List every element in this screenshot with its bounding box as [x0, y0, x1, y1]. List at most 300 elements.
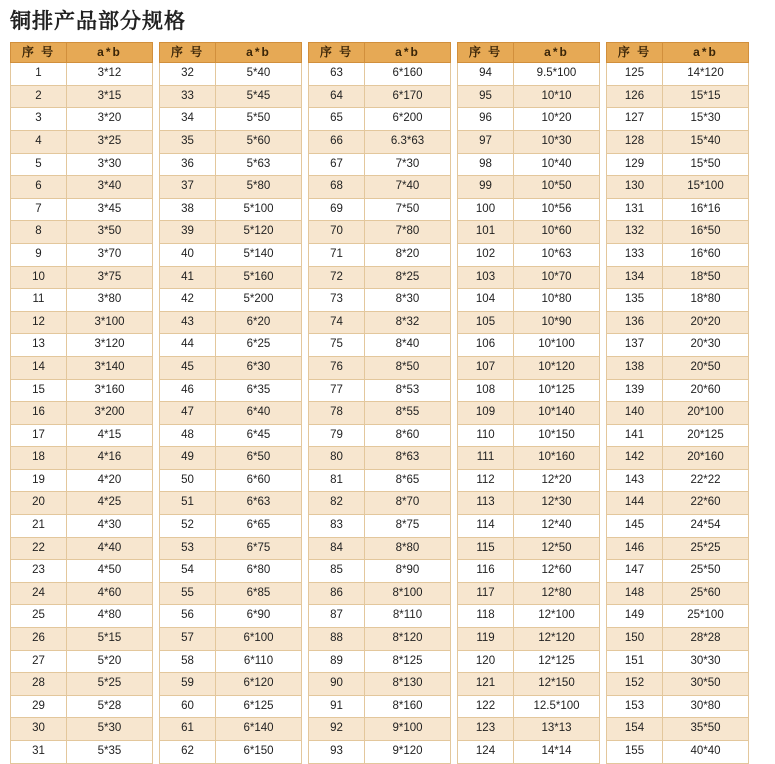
cell-ab: 6*75	[216, 537, 302, 560]
cell-no: 153	[607, 695, 663, 718]
table-row	[11, 650, 153, 673]
cell-ab: 4*50	[67, 560, 153, 583]
cell-ab: 5*20	[67, 650, 153, 673]
cell-no: 72	[309, 266, 365, 289]
cell-ab: 20*20	[663, 311, 749, 334]
cell-no: 90	[309, 673, 365, 696]
table-row	[458, 85, 600, 108]
cell-ab: 10*30	[514, 130, 600, 153]
cell-ab: 6*25	[216, 334, 302, 357]
cell-ab: 25*60	[663, 582, 749, 605]
table-row	[160, 560, 302, 583]
cell-ab: 30*80	[663, 695, 749, 718]
cell-no: 37	[160, 176, 216, 199]
table-row	[458, 424, 600, 447]
table-row	[607, 447, 749, 470]
table-row	[458, 221, 600, 244]
cell-no: 122	[458, 695, 514, 718]
cell-no: 105	[458, 311, 514, 334]
cell-no: 139	[607, 379, 663, 402]
table-row	[309, 108, 451, 131]
table-row	[11, 402, 153, 425]
cell-no: 136	[607, 311, 663, 334]
cell-no: 27	[11, 650, 67, 673]
table-row	[607, 718, 749, 741]
column-header-ab: a*b	[216, 43, 302, 63]
cell-no: 135	[607, 289, 663, 312]
cell-ab: 5*35	[67, 741, 153, 764]
cell-ab: 40*40	[663, 741, 749, 764]
cell-no: 34	[160, 108, 216, 131]
cell-ab: 22*22	[663, 469, 749, 492]
table-row	[160, 605, 302, 628]
cell-no: 94	[458, 63, 514, 86]
cell-no: 118	[458, 605, 514, 628]
table-row	[309, 582, 451, 605]
cell-no: 140	[607, 402, 663, 425]
table-row	[607, 289, 749, 312]
cell-ab: 16*50	[663, 221, 749, 244]
table-body-block-3	[309, 63, 451, 763]
table-row	[11, 469, 153, 492]
cell-ab: 6*90	[216, 605, 302, 628]
cell-no: 97	[458, 130, 514, 153]
table-row	[607, 741, 749, 764]
cell-no: 71	[309, 243, 365, 266]
cell-no: 25	[11, 605, 67, 628]
cell-ab: 3*80	[67, 289, 153, 312]
table-row	[160, 221, 302, 244]
table-row	[458, 356, 600, 379]
column-header-ab: a*b	[67, 43, 153, 63]
cell-no: 14	[11, 356, 67, 379]
table-row	[458, 63, 600, 86]
table-row	[11, 289, 153, 312]
cell-ab: 15*30	[663, 108, 749, 131]
table-row	[11, 176, 153, 199]
table-row	[458, 560, 600, 583]
cell-ab: 6*100	[216, 628, 302, 651]
table-row	[458, 628, 600, 651]
cell-no: 67	[309, 153, 365, 176]
cell-no: 46	[160, 379, 216, 402]
table-row	[11, 334, 153, 357]
cell-no: 7	[11, 198, 67, 221]
table-row	[11, 266, 153, 289]
cell-no: 134	[607, 266, 663, 289]
table-row	[458, 153, 600, 176]
cell-ab: 8*32	[365, 311, 451, 334]
column-header-no: 序 号	[11, 43, 67, 63]
cell-no: 108	[458, 379, 514, 402]
page-title: 铜排产品部分规格	[10, 10, 186, 33]
cell-no: 121	[458, 673, 514, 696]
cell-ab: 8*53	[365, 379, 451, 402]
cell-ab: 8*70	[365, 492, 451, 515]
cell-ab: 5*15	[67, 628, 153, 651]
cell-no: 127	[607, 108, 663, 131]
table-row	[309, 515, 451, 538]
cell-no: 38	[160, 198, 216, 221]
table-row	[607, 695, 749, 718]
table-row	[458, 176, 600, 199]
cell-ab: 6*170	[365, 85, 451, 108]
table-row	[160, 63, 302, 86]
cell-ab: 35*50	[663, 718, 749, 741]
cell-no: 36	[160, 153, 216, 176]
cell-ab: 12*50	[514, 537, 600, 560]
table-row	[160, 198, 302, 221]
cell-ab: 8*25	[365, 266, 451, 289]
table-row	[458, 379, 600, 402]
cell-ab: 10*100	[514, 334, 600, 357]
cell-ab: 16*60	[663, 243, 749, 266]
cell-ab: 6*110	[216, 650, 302, 673]
cell-ab: 8*100	[365, 582, 451, 605]
table-row	[160, 266, 302, 289]
cell-no: 28	[11, 673, 67, 696]
cell-no: 129	[607, 153, 663, 176]
table-row	[160, 628, 302, 651]
table-row	[309, 130, 451, 153]
cell-no: 87	[309, 605, 365, 628]
table-row	[458, 266, 600, 289]
table-row	[458, 695, 600, 718]
spec-table-block-4	[457, 42, 600, 763]
cell-no: 24	[11, 582, 67, 605]
cell-ab: 4*15	[67, 424, 153, 447]
table-row	[160, 718, 302, 741]
table-row	[309, 266, 451, 289]
cell-no: 98	[458, 153, 514, 176]
table-row	[160, 447, 302, 470]
cell-ab: 3*50	[67, 221, 153, 244]
table-row	[309, 85, 451, 108]
table-row	[11, 447, 153, 470]
cell-ab: 8*55	[365, 402, 451, 425]
cell-no: 99	[458, 176, 514, 199]
cell-no: 13	[11, 334, 67, 357]
table-row	[160, 108, 302, 131]
cell-ab: 8*110	[365, 605, 451, 628]
cell-ab: 7*80	[365, 221, 451, 244]
cell-no: 101	[458, 221, 514, 244]
cell-ab: 6*200	[365, 108, 451, 131]
table-row	[458, 741, 600, 764]
cell-no: 133	[607, 243, 663, 266]
table-row	[309, 198, 451, 221]
cell-ab: 5*50	[216, 108, 302, 131]
cell-ab: 12*100	[514, 605, 600, 628]
cell-ab: 10*160	[514, 447, 600, 470]
cell-no: 42	[160, 289, 216, 312]
cell-ab: 3*12	[67, 63, 153, 86]
table-row	[458, 650, 600, 673]
cell-no: 33	[160, 85, 216, 108]
spec-table-block-2	[159, 42, 302, 763]
cell-ab: 3*15	[67, 85, 153, 108]
table-row	[309, 424, 451, 447]
cell-ab: 5*45	[216, 85, 302, 108]
cell-no: 107	[458, 356, 514, 379]
column-header-ab: a*b	[514, 43, 600, 63]
cell-ab: 14*14	[514, 741, 600, 764]
cell-no: 35	[160, 130, 216, 153]
cell-ab: 20*50	[663, 356, 749, 379]
cell-no: 69	[309, 198, 365, 221]
cell-ab: 9*120	[365, 741, 451, 764]
cell-no: 48	[160, 424, 216, 447]
cell-ab: 4*25	[67, 492, 153, 515]
table-row	[309, 718, 451, 741]
table-row	[309, 221, 451, 244]
table-row	[11, 628, 153, 651]
table-row	[160, 673, 302, 696]
table-row	[160, 356, 302, 379]
cell-ab: 3*45	[67, 198, 153, 221]
cell-no: 148	[607, 582, 663, 605]
cell-no: 49	[160, 447, 216, 470]
cell-no: 83	[309, 515, 365, 538]
table-row	[160, 741, 302, 764]
table-row	[11, 243, 153, 266]
cell-no: 86	[309, 582, 365, 605]
cell-ab: 6*35	[216, 379, 302, 402]
cell-ab: 7*40	[365, 176, 451, 199]
cell-ab: 5*140	[216, 243, 302, 266]
cell-ab: 3*140	[67, 356, 153, 379]
cell-ab: 3*160	[67, 379, 153, 402]
cell-ab: 12*80	[514, 582, 600, 605]
table-row	[458, 402, 600, 425]
cell-ab: 8*63	[365, 447, 451, 470]
table-row	[607, 469, 749, 492]
table-row	[607, 243, 749, 266]
cell-no: 128	[607, 130, 663, 153]
table-row	[607, 379, 749, 402]
cell-no: 92	[309, 718, 365, 741]
table-row	[309, 289, 451, 312]
table-row	[607, 673, 749, 696]
table-row	[160, 379, 302, 402]
table-row	[309, 605, 451, 628]
table-row	[11, 582, 153, 605]
cell-ab: 12*60	[514, 560, 600, 583]
table-header-row	[458, 43, 600, 63]
cell-no: 54	[160, 560, 216, 583]
cell-no: 30	[11, 718, 67, 741]
cell-ab: 12*120	[514, 628, 600, 651]
table-row	[458, 289, 600, 312]
cell-no: 141	[607, 424, 663, 447]
table-row	[160, 402, 302, 425]
table-row	[309, 469, 451, 492]
cell-no: 65	[309, 108, 365, 131]
cell-no: 117	[458, 582, 514, 605]
cell-ab: 5*63	[216, 153, 302, 176]
cell-ab: 10*125	[514, 379, 600, 402]
cell-ab: 4*20	[67, 469, 153, 492]
spec-table-block-5	[606, 42, 749, 763]
cell-no: 96	[458, 108, 514, 131]
table-row	[160, 153, 302, 176]
cell-no: 47	[160, 402, 216, 425]
table-header-row	[160, 43, 302, 63]
cell-no: 152	[607, 673, 663, 696]
spec-table-block-1	[10, 42, 153, 763]
cell-no: 137	[607, 334, 663, 357]
cell-no: 76	[309, 356, 365, 379]
cell-ab: 4*30	[67, 515, 153, 538]
cell-no: 138	[607, 356, 663, 379]
cell-no: 6	[11, 176, 67, 199]
cell-ab: 6.3*63	[365, 130, 451, 153]
column-header-no: 序 号	[607, 43, 663, 63]
table-row	[11, 130, 153, 153]
cell-ab: 5*40	[216, 63, 302, 86]
cell-ab: 12*20	[514, 469, 600, 492]
table-row	[160, 650, 302, 673]
cell-no: 120	[458, 650, 514, 673]
table-row	[309, 537, 451, 560]
cell-ab: 3*200	[67, 402, 153, 425]
table-row	[11, 221, 153, 244]
table-row	[11, 741, 153, 764]
table-row	[607, 605, 749, 628]
table-row	[309, 628, 451, 651]
cell-no: 110	[458, 424, 514, 447]
cell-ab: 10*140	[514, 402, 600, 425]
cell-no: 102	[458, 243, 514, 266]
cell-no: 119	[458, 628, 514, 651]
cell-no: 154	[607, 718, 663, 741]
cell-ab: 10*120	[514, 356, 600, 379]
cell-ab: 10*50	[514, 176, 600, 199]
cell-ab: 25*50	[663, 560, 749, 583]
cell-no: 132	[607, 221, 663, 244]
cell-no: 79	[309, 424, 365, 447]
cell-ab: 30*50	[663, 673, 749, 696]
table-row	[607, 108, 749, 131]
cell-no: 18	[11, 447, 67, 470]
cell-no: 74	[309, 311, 365, 334]
table-row	[607, 650, 749, 673]
table-row	[309, 334, 451, 357]
cell-no: 124	[458, 741, 514, 764]
table-row	[160, 424, 302, 447]
cell-ab: 4*40	[67, 537, 153, 560]
cell-no: 62	[160, 741, 216, 764]
table-row	[607, 221, 749, 244]
table-row	[160, 243, 302, 266]
cell-ab: 14*120	[663, 63, 749, 86]
cell-no: 45	[160, 356, 216, 379]
cell-ab: 5*200	[216, 289, 302, 312]
table-row	[160, 492, 302, 515]
table-row	[309, 673, 451, 696]
cell-ab: 6*120	[216, 673, 302, 696]
cell-ab: 24*54	[663, 515, 749, 538]
cell-ab: 20*60	[663, 379, 749, 402]
table-row	[309, 356, 451, 379]
table-row	[11, 537, 153, 560]
cell-ab: 8*125	[365, 650, 451, 673]
cell-ab: 13*13	[514, 718, 600, 741]
cell-ab: 6*85	[216, 582, 302, 605]
cell-ab: 8*30	[365, 289, 451, 312]
cell-no: 56	[160, 605, 216, 628]
cell-no: 23	[11, 560, 67, 583]
cell-no: 53	[160, 537, 216, 560]
cell-ab: 10*80	[514, 289, 600, 312]
table-row	[11, 63, 153, 86]
cell-no: 19	[11, 469, 67, 492]
cell-no: 55	[160, 582, 216, 605]
table-row	[11, 85, 153, 108]
cell-ab: 8*80	[365, 537, 451, 560]
table-row	[607, 582, 749, 605]
table-row	[309, 379, 451, 402]
cell-ab: 15*15	[663, 85, 749, 108]
cell-no: 93	[309, 741, 365, 764]
cell-no: 60	[160, 695, 216, 718]
table-header-row	[11, 43, 153, 63]
cell-ab: 3*30	[67, 153, 153, 176]
cell-ab: 6*45	[216, 424, 302, 447]
table-row	[607, 63, 749, 86]
cell-ab: 10*20	[514, 108, 600, 131]
cell-ab: 10*60	[514, 221, 600, 244]
table-row	[607, 153, 749, 176]
cell-ab: 20*125	[663, 424, 749, 447]
cell-no: 17	[11, 424, 67, 447]
spec-table-block-3	[308, 42, 451, 763]
cell-no: 142	[607, 447, 663, 470]
table-row	[309, 243, 451, 266]
cell-ab: 18*50	[663, 266, 749, 289]
table-row	[607, 198, 749, 221]
table-row	[160, 469, 302, 492]
cell-no: 116	[458, 560, 514, 583]
cell-ab: 20*100	[663, 402, 749, 425]
table-row	[11, 605, 153, 628]
table-row	[458, 130, 600, 153]
cell-ab: 6*50	[216, 447, 302, 470]
table-row	[309, 492, 451, 515]
cell-ab: 12*125	[514, 650, 600, 673]
cell-ab: 3*40	[67, 176, 153, 199]
cell-no: 58	[160, 650, 216, 673]
table-row	[458, 108, 600, 131]
table-row	[607, 402, 749, 425]
cell-no: 125	[607, 63, 663, 86]
cell-no: 130	[607, 176, 663, 199]
cell-no: 2	[11, 85, 67, 108]
cell-no: 59	[160, 673, 216, 696]
cell-ab: 6*40	[216, 402, 302, 425]
cell-ab: 10*40	[514, 153, 600, 176]
cell-no: 3	[11, 108, 67, 131]
cell-no: 144	[607, 492, 663, 515]
table-row	[160, 311, 302, 334]
cell-ab: 6*80	[216, 560, 302, 583]
cell-ab: 5*60	[216, 130, 302, 153]
cell-no: 9	[11, 243, 67, 266]
cell-no: 21	[11, 515, 67, 538]
column-header-no: 序 号	[458, 43, 514, 63]
cell-no: 88	[309, 628, 365, 651]
cell-no: 52	[160, 515, 216, 538]
